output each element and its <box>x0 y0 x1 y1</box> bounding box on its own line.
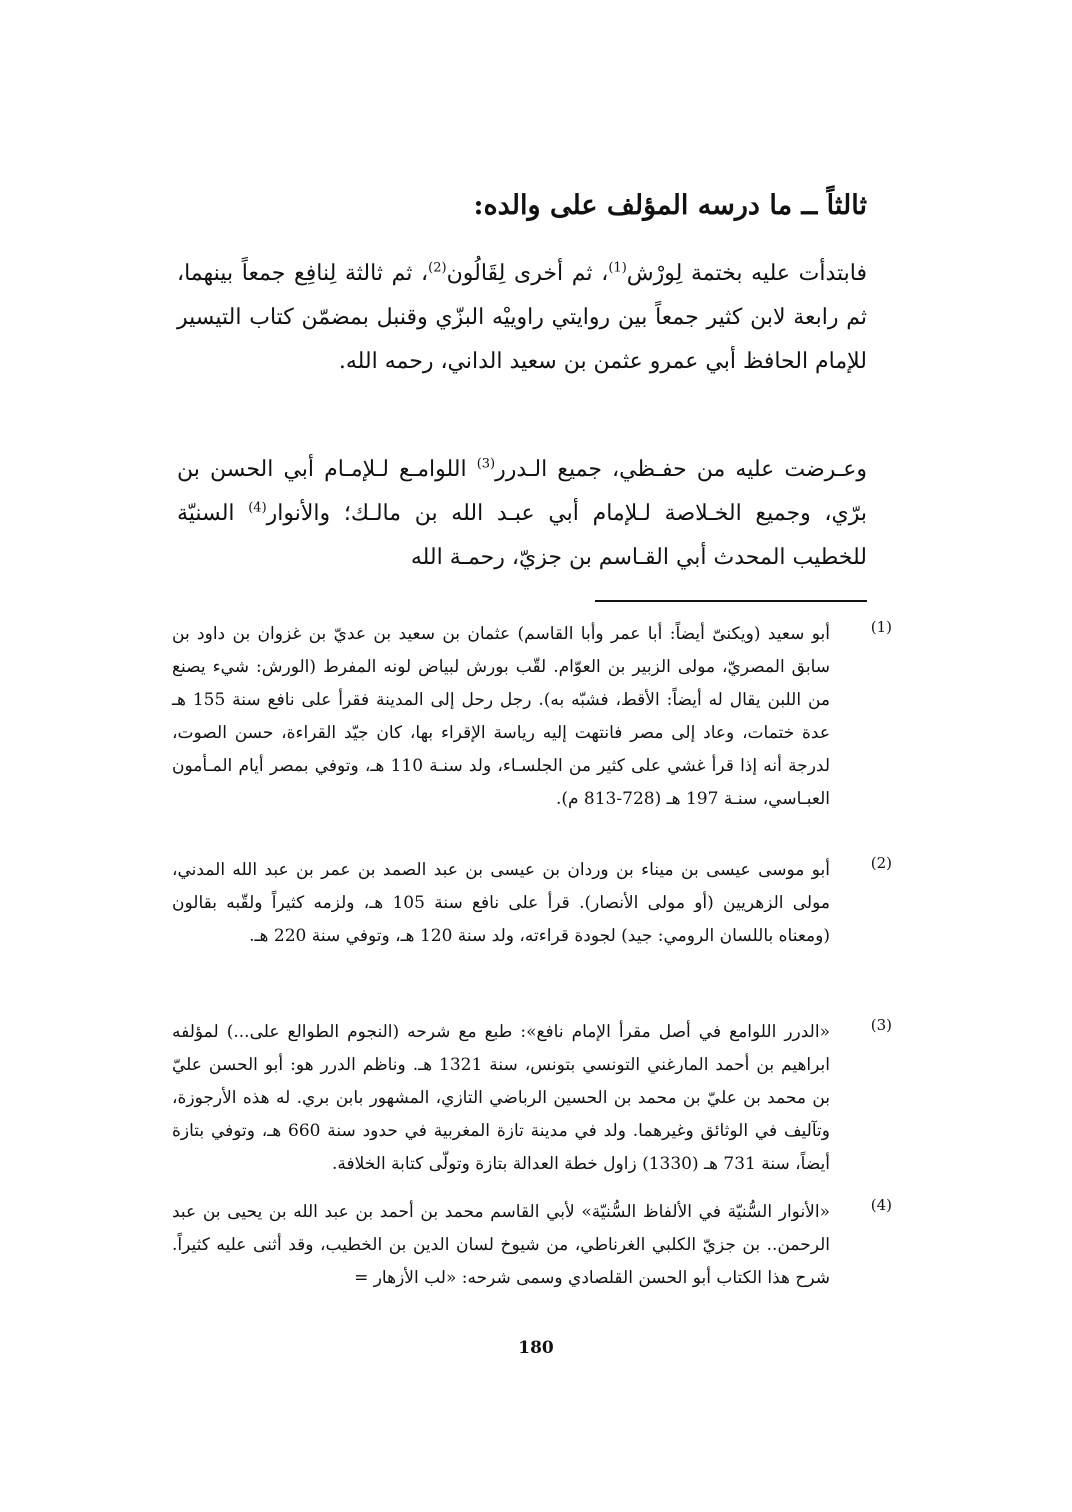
paragraph-2-text-c: السنيّة للخطيب المحدث أبي القـاسم بن جزيّ، رحمـة الله <box>177 501 867 570</box>
footnote-ref-1: (1) <box>608 260 627 276</box>
footnote-number: (1) <box>870 618 892 636</box>
footnote-number: (4) <box>870 1196 892 1214</box>
paragraph-2-text-a: وعـرضت عليه من حفـظي، جميع الـدرر <box>495 457 867 482</box>
footnote-ref-2: (2) <box>428 260 447 276</box>
paragraph-1 <box>177 252 867 432</box>
footnote-text: أبو سعيد (ويكنىّ أيضاً: أبا عمر وأبا القاسم) عثمان بن سعيد بن عديّ بن غزوان بن داود بن سابق المصريّ، مولى الزبير بن العوّام. لقّب بورش لبياض لونه المفرط (الورش: شيء يصنع من اللبن يقال له أيضاً: الأقط، فشبّه به). رجل رحل إلى المدينة فقرأ على نافع سنة 155 هـ عدة ختمات، وعاد إلى مصر فانتهت إليه رياسة الإقراء بها، كان جيّد القراءة، حسن الصوت، لدرجة أنه إذا قرأ غشي على كثير من الجلسـاء، ولد سنـة 110 هـ، وتوفي بمصر أيام المـأمون العبـاسي، سنـة 197 هـ (728-813 م). <box>172 624 831 809</box>
footnote-ref-3: (3) <box>476 456 496 472</box>
footnote-1 <box>172 618 892 816</box>
page-number: 180 <box>518 1338 554 1358</box>
footnote-ref-4: (4) <box>248 500 267 516</box>
paragraph-2-text-b: اللوامـع لـلإمـام أبي الحسن بن برّي، وجميع الخـلاصة لـلإمام أبي عبـد الله بن مالـك؛ والأنوار <box>177 457 868 526</box>
footnote-divider <box>595 600 867 602</box>
footnote-4 <box>172 1196 892 1295</box>
paragraph-1-text-a: فابتدأت عليه بختمة لِورْش <box>626 261 868 286</box>
section-heading: ثالثاً ــ ما درسه المؤلف على والده: <box>473 190 867 221</box>
footnote-text: أبو موسى عيسى بن ميناء بن وردان بن عيسى بن عبد الصمد بن عمر بن عبد الله المدني، مولى الزهريين (أو مولى الأنصار). قرأ على نافع سنة 105 هـ، ولزمه كثيراً ولقّبه بقالون (ومعناه باللسان الرومي: جيد) لجودة قراءته، ولد سنة 120 هـ، وتوفي سنة 220 هـ. <box>172 860 830 946</box>
footnote-text: «الدرر اللوامع في أصل مقرأ الإمام نافع»: طبع مع شرحه (النجوم الطوالع على...) لمؤلفه ابراهيم بن أحمد المارغني التونسي بتونس، سنة 1321 هـ. وناظم الدرر هو: أبو الحسن عليّ بن محمد بن عليّ بن محمد بن الحسين الرباضي التازي، المشهور بابن بري. له هذه الأرجوزة، وتآليف في الوثائق وغيرهما. ولد في مدينة تازة المغربية في حدود سنة 660 هـ، وتوفي بتازة أيضاً، سنة 731 هـ (1330) زاول خطة العدالة بتازة وتولّى كتابة الخلافة. <box>172 1022 830 1174</box>
paragraph-1-text-c: ، ثم ثالثة لِنافِع جمعاً بينهما، ثم رابعة لابن كثير جمعاً بين روايتي راوييْه البزّي وقنبل بمضمّن كتاب التيسير للإمام الحافظ أبي عمرو عثمن بن سعيد الداني، رحمه الله. <box>177 261 867 374</box>
paragraph-2 <box>177 448 867 588</box>
footnote-text: «الأنوار السُّنيّة في الألفاظ السُّنيّة» لأبي القاسم محمد بن أحمد بن عبد الله بن يحيى بن عبد الرحمن.. بن جزيّ الكلبي الغرناطي، من شيوخ لسان الدين بن الخطيب، وقد أثنى عليه كثيراً. شرح هذا الكتاب أبو الحسن القلصادي وسمى شرحه: «لب الأزهار = <box>172 1202 830 1288</box>
footnote-2 <box>172 854 892 953</box>
paragraph-1-text-b: ، ثم أخرى لِقَالُون <box>446 261 609 286</box>
footnote-number: (2) <box>870 854 892 872</box>
footnote-number: (3) <box>870 1016 892 1034</box>
footnote-3 <box>172 1016 892 1181</box>
